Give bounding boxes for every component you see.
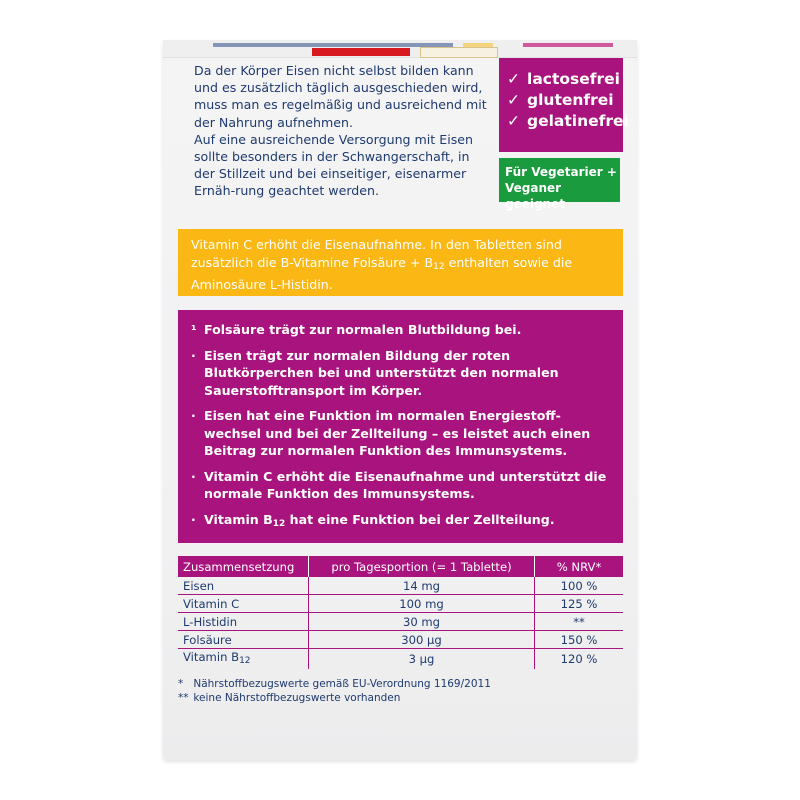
- table-row: [178, 577, 623, 595]
- badge-item: [507, 69, 623, 90]
- nutrient-amount: 3 µg: [309, 649, 535, 670]
- table-header-row: [178, 556, 623, 577]
- subscript: 12: [272, 518, 286, 529]
- badge-item: [507, 90, 623, 111]
- nutrient-nrv: 150 %: [535, 631, 624, 649]
- claim-text: hat eine Funktion bei der Zellteilung.: [285, 511, 555, 527]
- nutrient-name: Eisen: [178, 577, 309, 595]
- nutrient-name: Folsäure: [178, 631, 309, 649]
- subscript: 12: [239, 656, 251, 666]
- footnote-text: Nährstoffbezugswerte gemäß EU-Verordnung 1169/2011: [193, 678, 491, 690]
- claim-text: Vitamin C erhöht die Eisenaufnahme und unterstützt die normale Funktion des Immunsystems.: [204, 468, 607, 501]
- column-header: Zusammensetzung: [178, 556, 309, 577]
- checkmark-icon: ✓: [507, 91, 520, 109]
- checkmark-icon: ✓: [507, 70, 520, 88]
- claim-marker: ·: [191, 347, 196, 363]
- nutrient-amount: 300 µg: [309, 631, 535, 649]
- nutrient-name: Vitamin C: [178, 595, 309, 613]
- claim-item: [191, 347, 613, 400]
- intro-paragraph-1: Da der Körper Eisen nicht selbst bilden kann und es zusätzlich täglich ausgeschieden wird, muss man es regelmäßig und ausreichend mit der Nahrung aufnehmen.: [194, 63, 487, 130]
- vegan-badge: [499, 158, 620, 211]
- health-claims-box: [178, 310, 623, 543]
- footnote-marker: **: [178, 691, 189, 704]
- claim-text: Folsäure trägt zur normalen Blutbildung bei.: [204, 322, 522, 337]
- intro-text: [194, 62, 494, 200]
- info-text: enthalten sowie die Aminosäure L-Histidin.: [191, 254, 573, 292]
- nutrient-nrv: 125 %: [535, 595, 624, 613]
- footnotes: [178, 678, 491, 705]
- column-header: pro Tagesportion (= 1 Tablette): [309, 556, 535, 577]
- vegan-badge-line: Für Vegetarier +: [505, 165, 617, 179]
- footnote-text: keine Nährstoffbezugswerte vorhanden: [193, 691, 401, 704]
- nutrient-amount: 100 mg: [309, 595, 535, 613]
- table-row: [178, 631, 623, 649]
- lid-mirrored-text: [523, 43, 613, 47]
- nutrient-amount: 14 mg: [309, 577, 535, 595]
- checkmark-icon: ✓: [507, 112, 520, 130]
- nutrient-nrv: 100 %: [535, 577, 624, 595]
- nutrient-name: [178, 649, 309, 670]
- info-text: Vitamin C erhöht die Eisenaufnahme. In den Tabletten sind zusätzlich die B-Vitamine Folsäure + B: [191, 237, 562, 270]
- nutrient-nrv: 120 %: [560, 652, 598, 666]
- lid-mirrored-text: [213, 43, 453, 47]
- claim-item: [191, 407, 613, 460]
- claim-item: [191, 511, 613, 534]
- badge-label: gelatinefrei: [527, 112, 629, 130]
- claim-text: Eisen hat eine Funktion im normalen Energiestoff-wechsel und bei der Zellteilung – es leistet auch einen Beitrag zur normalen Funktion des Immunsystems.: [204, 408, 591, 458]
- claim-item: [191, 321, 613, 339]
- footnote: [178, 678, 491, 692]
- nutrient-nrv: **: [535, 613, 624, 631]
- claim-marker: ·: [191, 511, 196, 527]
- nutrient-amount: 30 mg: [309, 613, 535, 631]
- free-from-badge: [499, 58, 629, 152]
- lid-red-label: [312, 48, 410, 56]
- claim-text: Eisen trägt zur normalen Bildung der roten Blutkörperchen bei und unterstützt den normalen Sauerstofftransport im Körper.: [204, 347, 559, 398]
- footnote-marker: *: [178, 678, 184, 690]
- vegan-badge-line: Veganer geeignet: [505, 181, 565, 211]
- claim-item: [191, 468, 613, 503]
- intro-paragraph-2: Auf eine ausreichende Versorgung mit Eisen sollte besonders in der Schwangerschaft, in der Stillzeit und bei einseitiger, eisenarmer Ernäh-rung geachtet werden.: [194, 131, 473, 199]
- badge-label: lactosefrei: [527, 70, 620, 88]
- table-row: [178, 613, 623, 631]
- subscript: 12: [433, 261, 445, 272]
- badge-label: glutenfrei: [527, 91, 614, 109]
- table-row: [178, 649, 623, 670]
- package-back: [163, 40, 637, 760]
- claim-text: Vitamin B: [204, 511, 273, 527]
- column-header: % NRV*: [535, 556, 624, 577]
- package-lid: [163, 40, 637, 58]
- lid-logo: [420, 47, 498, 58]
- table-row: [178, 595, 623, 613]
- footnote: [178, 692, 491, 706]
- claim-marker: ·: [191, 408, 196, 423]
- claim-marker: ¹: [191, 322, 197, 337]
- claim-marker: ·: [191, 468, 196, 484]
- nutrient-name-text: Vitamin B: [183, 650, 240, 664]
- vitamin-info-box: [178, 229, 623, 296]
- nutrient-name: L-Histidin: [178, 613, 309, 631]
- nutrition-table: [178, 556, 623, 669]
- badge-item: [507, 111, 629, 132]
